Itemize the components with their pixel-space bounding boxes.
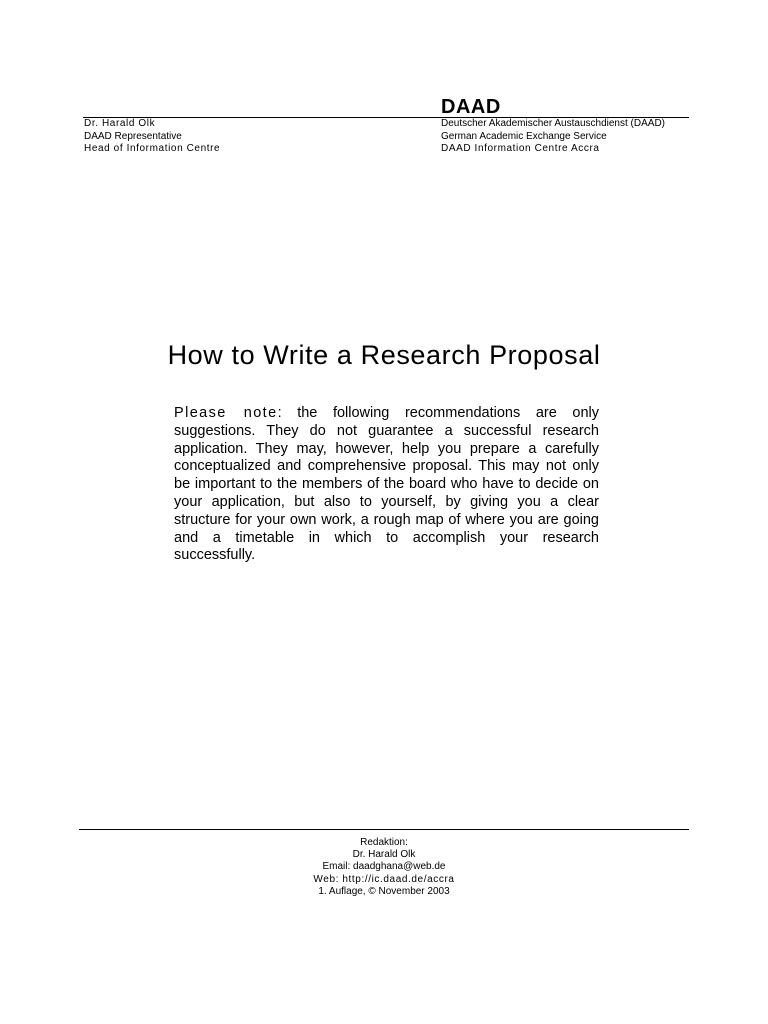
- author-name: Dr. Harald Olk: [84, 118, 156, 129]
- organization-name: Deutscher Akademischer Austauschdienst (DAAD): [441, 118, 665, 129]
- note-text: : the following recommendations are only suggestions. They do not guarantee a successful research application. They may, however, help you prepare a carefully conceptualized and comprehensive proposal. This may not only be important to the members of the board who have to decide on your application, but also to yourself, by giving you a clear structure for your own work, a rough map of where you are going and a timetable in which to accomplish your research successfully.: [174, 405, 599, 564]
- information-centre: DAAD Information Centre Accra: [441, 143, 600, 154]
- intro-paragraph: [174, 405, 599, 565]
- footer-web: Web: http://ic.daad.de/accra: [313, 873, 455, 885]
- author-info: [84, 118, 220, 156]
- document-title: How to Write a Research Proposal: [167, 340, 601, 371]
- author-role: DAAD Representative: [84, 130, 182, 142]
- footer-imprint: [0, 837, 768, 898]
- organization-info: [441, 118, 665, 156]
- daad-logo: DAAD: [441, 96, 501, 118]
- footer-divider: [79, 829, 689, 830]
- organization-english-name: German Academic Exchange Service: [441, 130, 607, 142]
- author-position: Head of Information Centre: [84, 143, 221, 154]
- intro-note: [174, 405, 599, 565]
- note-label: Please note: [174, 405, 278, 421]
- footer-redaktion: Redaktion:: [360, 837, 408, 848]
- footer-editor: Dr. Harald Olk: [352, 849, 416, 861]
- footer-edition: 1. Auflage, © November 2003: [318, 885, 450, 897]
- footer-email: Email: daadghana@web.de: [322, 861, 446, 873]
